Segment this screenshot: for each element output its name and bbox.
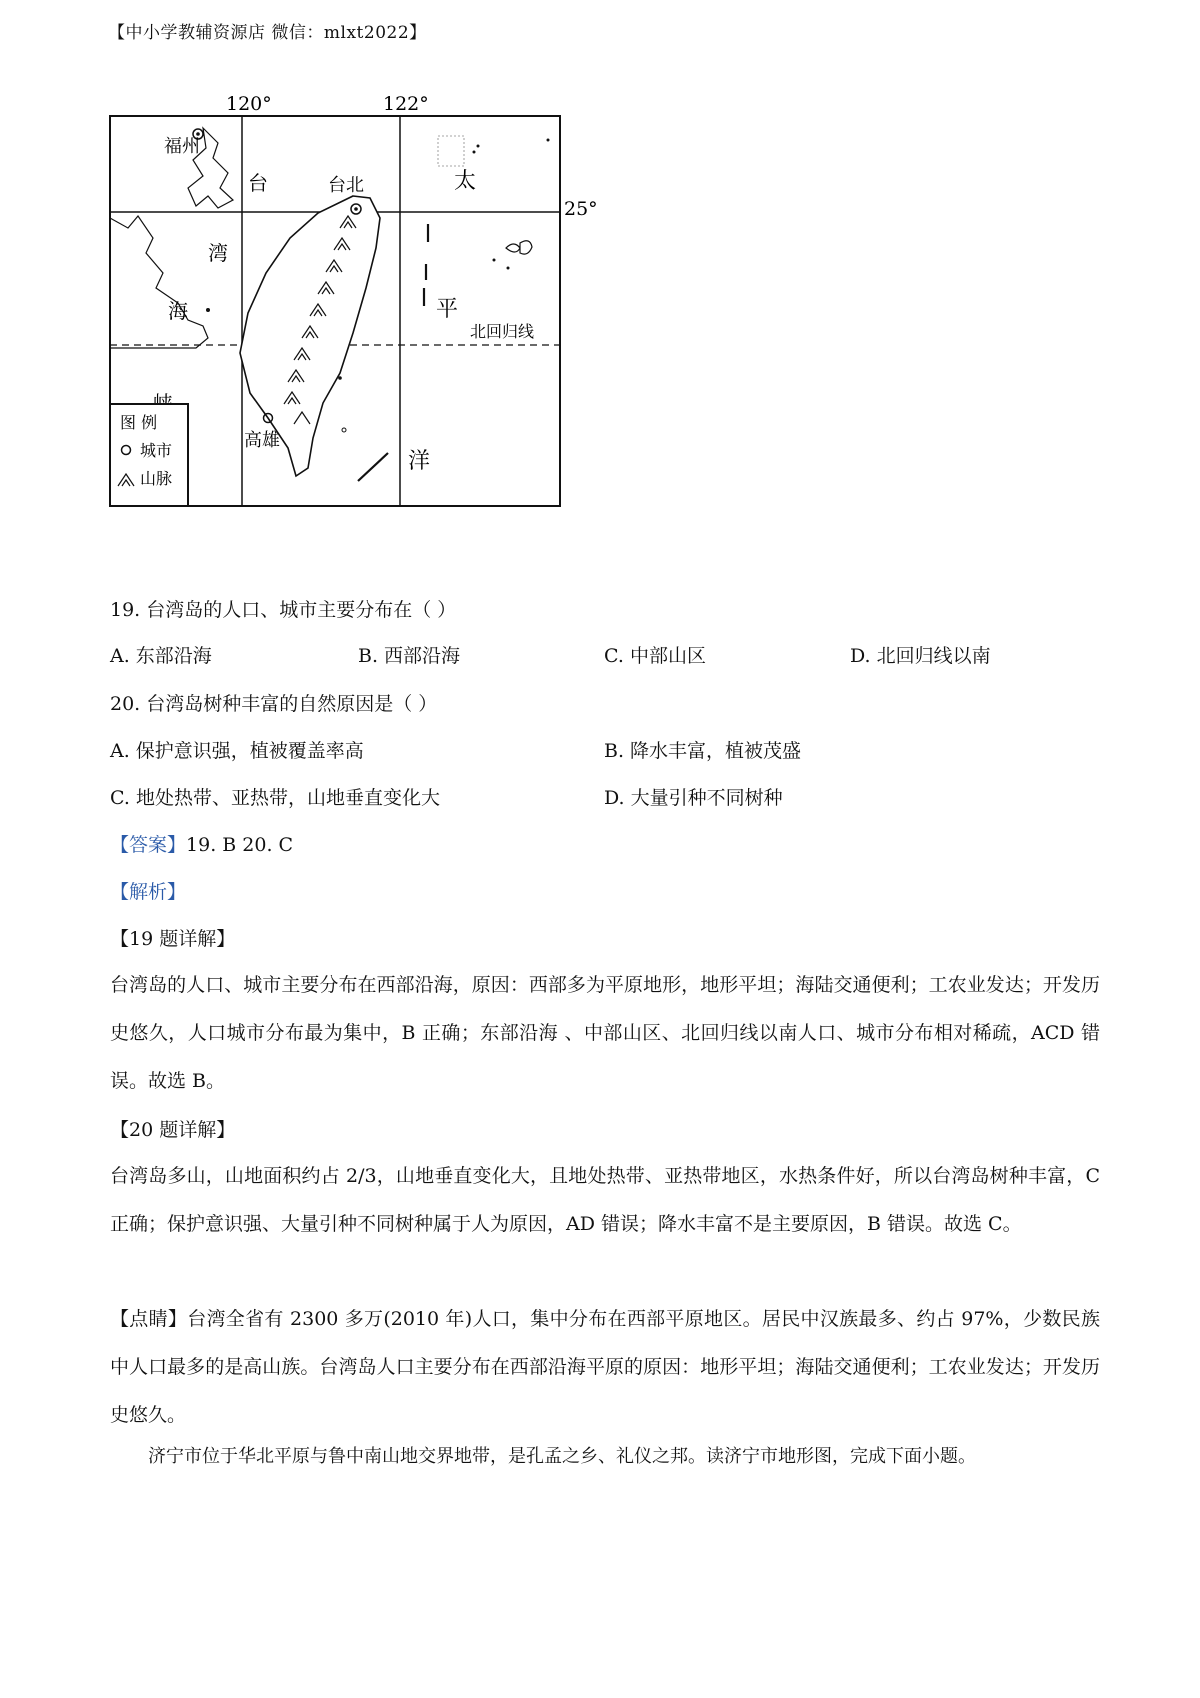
label-fuzhou: 福州 [164,136,200,157]
q19-stem: 19. 台湾岛的人口、城市主要分布在（ ） [110,599,457,621]
label-kaohsiung: 高雄 [244,430,280,451]
next-intro: 济宁市位于华北平原与鲁中南山地交界地带，是孔孟之乡、礼仪之邦。读济宁市地形图，完成下面小题。 [148,1446,976,1467]
detail19-title: 【19 题详解】 [110,928,236,950]
label-tropic: 北回归线 [470,322,535,341]
legend-city: 城市 [140,441,173,460]
q20-option-b: B. 降水丰富，植被茂盛 [604,740,802,762]
detail20-title: 【20 题详解】 [110,1119,236,1141]
lon-120: 120° [226,93,272,115]
legend-mountain: 山脉 [140,469,173,488]
analysis-label: 【解析】 [110,881,187,903]
q19-option-a: A. 东部沿海 [110,645,212,667]
label-taipei: 台北 [328,175,364,196]
ocean-char-1: 太 [454,169,477,194]
q20-option-a: A. 保护意识强，植被覆盖率高 [110,740,364,762]
strait-char-2: 湾 [208,241,228,265]
lon-122: 122° [383,93,429,115]
q20-option-c: C. 地处热带、亚热带，山地垂直变化大 [110,787,440,809]
detail19-text: 台湾岛的人口、城市主要分布在西部沿海，原因：西部多为平原地形，地形平坦；海陆交通便利；工农业发达；开发历史悠久，人口城市分布最为集中，B 正确；东部沿海 、中部山区、北回归线以南人口、城市分布相对稀疏，ACD 错误。故选 B。 [110,974,1100,1092]
q20-stem: 20. 台湾岛树种丰富的自然原因是（ ） [110,693,438,715]
note-label: 【点睛】 [110,1308,188,1330]
answer-label: 【答案】 [110,834,187,856]
lat-25: 25° [564,198,598,220]
ocean-char-3: 洋 [408,449,431,474]
q19-option-c: C. 中部山区 [604,645,706,667]
taiwan-map [108,88,628,538]
answer-line [110,833,293,857]
detail20-text: 台湾岛多山，山地面积约占 2/3，山地垂直变化大，且地处热带、亚热带地区，水热条件好，所以台湾岛树种丰富，C 正确；保护意识强、大量引种不同树种属于人为原因，AD 错误；降水丰富不是主要原因，B 错误。故选 C。 [110,1165,1100,1235]
ocean-char-2: 平 [436,297,459,322]
answer-text: 19. B 20. C [186,834,294,856]
strait-char-3: 海 [168,299,188,323]
q20-option-d: D. 大量引种不同树种 [604,787,783,809]
strait-char-1: 台 [248,171,268,195]
note-block [110,1295,1100,1439]
note-text: 台湾全省有 2300 多万(2010 年)人口，集中分布在西部平原地区。居民中汉族最多、约占 97%，少数民族中人口最多的是高山族。台湾岛人口主要分布在西部沿海平原的原因：地形平坦；海陆交通便利；工农业发达；开发历史悠久。 [110,1308,1100,1426]
q19-option-b: B. 西部沿海 [358,645,461,667]
q19-option-d: D. 北回归线以南 [850,645,991,667]
header-watermark: 【中小学教辅资源店 微信：mlxt2022】 [108,23,427,43]
legend-title: 图 例 [120,413,158,432]
